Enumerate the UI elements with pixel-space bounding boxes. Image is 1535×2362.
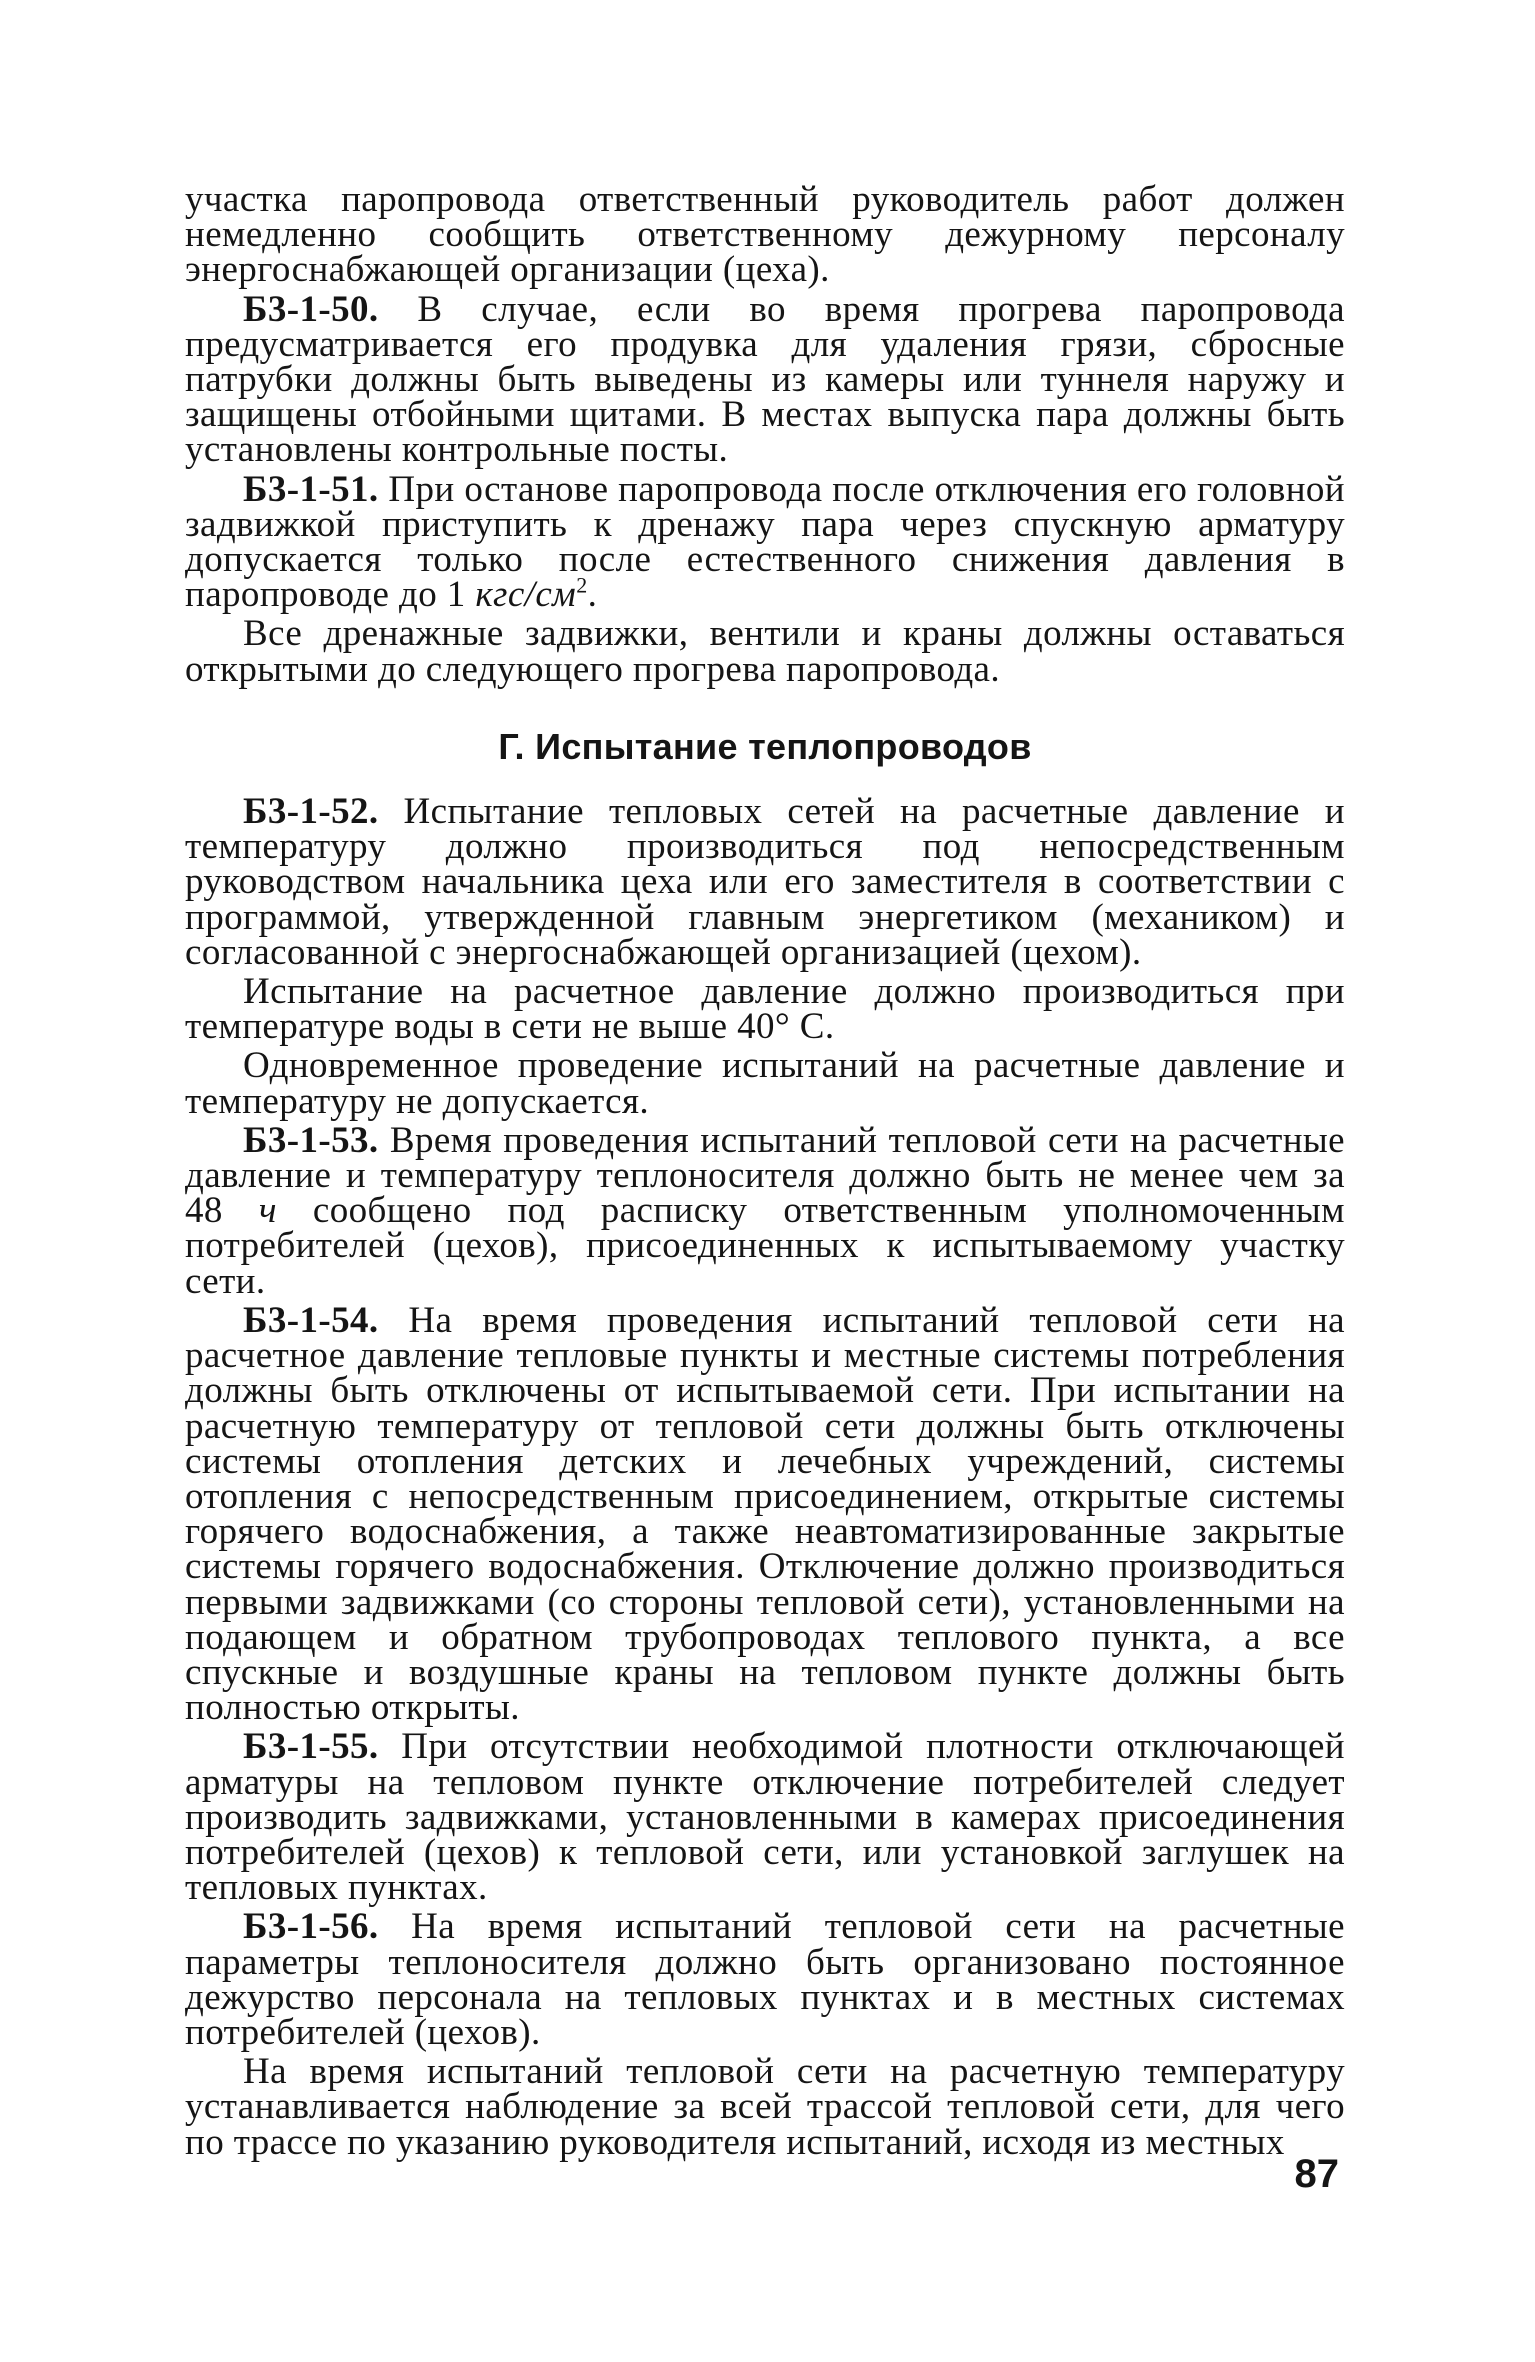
paragraph xyxy=(185,1119,1345,1302)
paragraph-text: Одновременное проведение испытаний на расчетные давление и температуру не допускается. xyxy=(185,1045,1345,1122)
paragraph-text: На время испытаний тепловой сети на расчетные параметры теплоносителя должно быть организовано постоянное дежурство персонала на тепловых пунктах и в местных системах потребителей (цехов). xyxy=(185,1906,1345,2053)
paragraph xyxy=(185,1299,1345,1729)
clause-number: Б3-1-56. xyxy=(243,1906,379,1948)
paragraph-text: Испытание на расчетное давление должно производиться при температуре воды в сети не выше 40° С. xyxy=(185,971,1345,1048)
paragraph-text: При отсутствии необходимой плотности отключающей арматуры на тепловом пункте отключение потребителей следует производить задвижками, установленными в камерах присоединения потребителей (цехов) к тепловой сети, или установкой заглушек на тепловых пунктах. xyxy=(185,1726,1345,1909)
section-heading: Г. Испытание теплопроводов xyxy=(498,725,1032,767)
unit-text: ч xyxy=(258,1190,277,1232)
paragraphs-before-heading xyxy=(185,179,1345,690)
paragraphs-after-heading xyxy=(185,791,1345,2163)
paragraph-text: Все дренажные задвижки, вентили и краны должны оставаться открытыми до следующего прогрева паропровода. xyxy=(185,613,1345,690)
paragraph xyxy=(185,179,1345,291)
clause-number: Б3-1-53. xyxy=(243,1119,379,1161)
paragraph-text: В случае, если во время прогрева паропровода предусматривается его продувка для удаления грязи, сбросные патрубки должны быть выведены из камеры или туннеля наружу и защищены отбойными щитами. В местах выпуска пара должны быть установлены контрольные посты. xyxy=(185,288,1345,471)
paragraph xyxy=(185,791,1345,973)
clause-number: Б3-1-51. xyxy=(243,468,379,510)
clause-number: Б3-1-50. xyxy=(243,288,379,330)
body-text xyxy=(185,179,1345,2163)
unit-text: кгс/см xyxy=(475,574,577,616)
paragraph xyxy=(185,613,1345,690)
paragraph-text-tail: сообщено под расписку ответственным уполномоченным потребителей (цехов), присоединенных к испытываемому участку сети. xyxy=(185,1190,1345,1302)
paragraph xyxy=(185,2051,1345,2163)
paragraph xyxy=(185,971,1345,1048)
clause-number: Б3-1-52. xyxy=(243,791,379,833)
paragraph-text: Время проведения испытаний тепловой сети на расчетные давление и температуру теплоносителя должно быть не менее чем за 48 xyxy=(185,1119,1345,1232)
paragraph xyxy=(185,1726,1345,1909)
paragraph-text-tail: . xyxy=(587,574,598,616)
paragraph xyxy=(185,1045,1345,1122)
paragraph-text: Испытание тепловых сетей на расчетные давление и температуру должно производиться под непосредственным руководством начальника цеха или его заместителя в соответствии с программой, утвержденной главным энергетиком (механиком) и согласованной с энергоснабжающей организацией (цехом). xyxy=(185,791,1345,973)
paragraph xyxy=(185,468,1345,616)
page-number: 87 xyxy=(1294,2152,1339,2196)
clause-number: Б3-1-55. xyxy=(243,1726,379,1768)
paragraph-text: На время испытаний тепловой сети на расчетную температуру устанавливается наблюдение за всей трассой тепловой сети, для чего по трассе по указанию руководителя испытаний, исходя из местных xyxy=(185,2051,1345,2163)
paragraph-text: участка паропровода ответственный руководитель работ должен немедленно сообщить ответственному дежурному персоналу энергоснабжающей организации (цеха). xyxy=(185,179,1345,291)
paragraph xyxy=(185,288,1345,471)
clause-number: Б3-1-54. xyxy=(243,1299,379,1341)
paragraph xyxy=(185,1906,1345,2053)
paragraph-text: При останове паропровода после отключения его головной задвижкой приступить к дренажу пара через спускную арматуру допускается только после естественного снижения давления в паропроводе до 1 xyxy=(185,468,1345,616)
superscript: 2 xyxy=(576,572,588,598)
paragraph-text: На время проведения испытаний тепловой сети на расчетное давление тепловые пункты и местные системы потребления должны быть отключены от испытываемой сети. При испытании на расчетную температуру от тепловой сети должны быть отключены системы отопления детских и лечебных учреждений, системы отопления с непосредственным присоединением, открытые системы горячего водоснабжения, а также неавтоматизированные закрытые системы горячего водоснабжения. Отключение должно производиться первыми задвижками (со стороны тепловой сети), установленными на подающем и обратном трубопроводах теплового пункта, а все спускные и воздушные краны на тепловом пункте должны быть полностью открыты. xyxy=(185,1299,1345,1729)
